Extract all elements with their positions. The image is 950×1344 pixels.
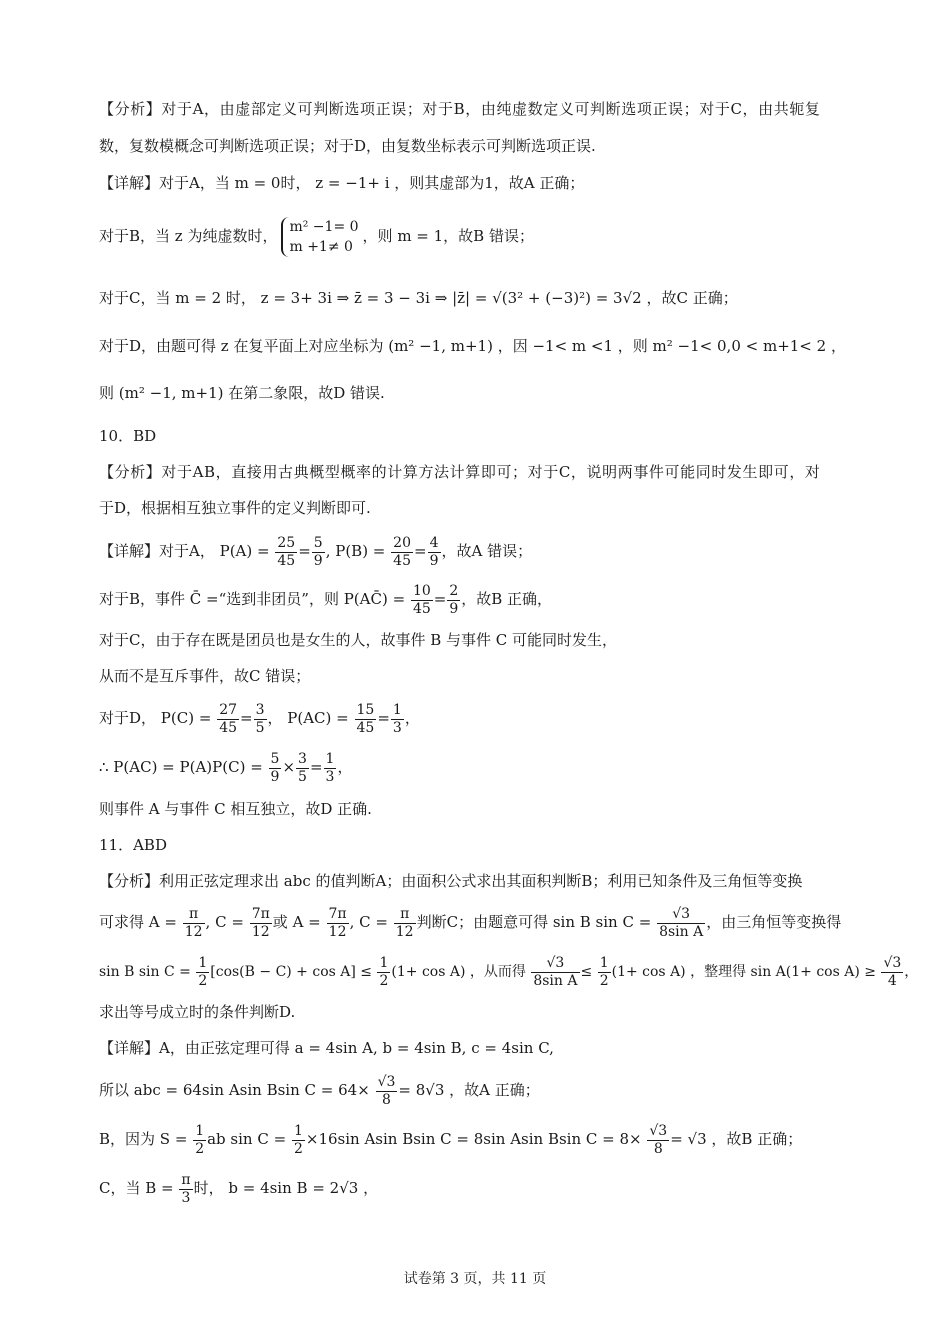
numerator: 1 [293, 1122, 303, 1139]
denominator: 45 [393, 552, 411, 569]
text: sin B sin C = [99, 964, 191, 980]
denominator: 2 [599, 972, 609, 989]
numerator: 1 [195, 1122, 205, 1139]
numerator: π [181, 1171, 191, 1188]
text: ≤ [580, 964, 593, 980]
fraction [881, 955, 903, 990]
text: ，故A 错误； [441, 542, 533, 560]
text: ， [404, 709, 420, 727]
analysis-q9: 【分析】对于A，由虚部定义可判断选项正误；对于B，由纯虚数定义可判断选项正误；对于C，由共轭复 [99, 100, 821, 118]
answer-q11: 11．ABD [99, 836, 167, 854]
fraction [376, 1074, 398, 1109]
text: [cos(B − C) + cos A] ≤ [210, 964, 373, 980]
fraction [193, 1123, 206, 1158]
numerator: 5 [313, 534, 323, 551]
detail-q11-a: 【详解】A，由正弦定理可得 a = 4sin A, b = 4sin B, c = 4sin C, [99, 1039, 554, 1057]
numerator: √3 [531, 955, 579, 973]
fraction [183, 906, 205, 941]
fraction [391, 535, 413, 570]
text: , C = [205, 913, 244, 931]
fraction [327, 906, 349, 941]
detail-q10-conclusion: 则事件 A 与事件 C 相互独立，故D 正确. [99, 800, 372, 818]
denominator: 5 [298, 768, 307, 785]
numerator: 3 [298, 750, 307, 767]
fraction [312, 535, 325, 570]
numerator: 1 [325, 750, 335, 767]
detail-q9-a: 【详解】对于A，当 m = 0时， z = −1+ i ，则其虚部为1，故A 正确； [99, 174, 585, 192]
fraction [250, 906, 272, 941]
detail-q9-b [99, 216, 854, 260]
detail-q11-b [99, 1117, 854, 1161]
text: 时， b = 4sin B = 2√3 ， [193, 1179, 379, 1197]
text: , P(B) = [325, 542, 386, 560]
numerator: 1 [392, 701, 402, 718]
text: 可求得 A = [99, 913, 177, 931]
denominator: 45 [356, 719, 375, 736]
denominator: 9 [429, 552, 439, 569]
numerator: 7π [328, 905, 347, 922]
numerator: 1 [198, 954, 208, 971]
denominator: 45 [277, 552, 296, 569]
denominator: 8 [382, 1091, 391, 1108]
fraction [296, 751, 309, 786]
denominator: 3 [392, 719, 402, 736]
text: C，当 B = [99, 1179, 174, 1197]
numerator: 27 [219, 701, 238, 718]
denominator: 2 [198, 972, 208, 989]
numerator: 3 [255, 701, 265, 718]
numerator: 1 [599, 954, 609, 971]
fraction [394, 906, 416, 941]
denominator: 5 [255, 719, 265, 736]
fraction [391, 702, 404, 737]
denominator: 9 [270, 768, 280, 785]
fraction [411, 583, 433, 618]
text: ， [337, 758, 353, 776]
denominator: 2 [293, 1140, 303, 1157]
denominator: 2 [195, 1140, 205, 1157]
fraction [324, 751, 337, 786]
fraction [269, 751, 282, 786]
denominator: 8 [653, 1140, 663, 1157]
fraction [377, 955, 390, 990]
text: ，故B 正确， [461, 590, 553, 608]
detail-q10-c: 对于C，由于存在既是团员也是女生的人，故事件 B 与事件 C 可能同时发生， [99, 631, 618, 649]
numerator: 7π [251, 905, 270, 922]
denominator: 8sin A [659, 923, 704, 940]
fraction [531, 955, 579, 990]
detail-q10-d: 对于D， P(C) = $\frac{27}{45}$ = $\frac{3}{5}$ ， P(AC) = $\frac{15}{45}$ = $\frac{1}{3}$ ， [99, 701, 420, 736]
detail-q9-d: 对于D，由题可得 z 在复平面上对应坐标为 (m² −1, m+1) ，因 −1< m <1 ，则 m² −1< 0,0 < m+1< 2 ， [99, 337, 846, 355]
analysis-q10-cont: 于D，根据相互独立事件的定义判断即可. [99, 499, 371, 517]
fraction [447, 583, 460, 618]
denominator: 12 [328, 923, 347, 940]
analysis-q10: 【分析】对于AB，直接用古典概型概率的计算方法计算即可；对于C，说明两事件可能同时发生即可，对 [99, 463, 821, 481]
answer-q10: 10．BD [99, 427, 157, 445]
text: ，则 m = 1，故B 错误； [362, 227, 534, 245]
numerator: √3 [649, 1122, 668, 1139]
numerator: 1 [379, 954, 389, 971]
denominator: 4 [887, 972, 897, 989]
numerator: √3 [883, 954, 902, 971]
text: 【详解】对于A， P(A) = [99, 542, 270, 560]
numerator: 4 [429, 534, 439, 551]
denominator: 8sin A [533, 972, 578, 989]
fraction [217, 702, 239, 737]
denominator: 12 [395, 923, 414, 940]
text: 对于B，事件 C̄ =“选到非团员”，则 P(AC̄) = [99, 590, 406, 608]
denominator: 9 [449, 600, 459, 617]
text: (1+ cos A) ，从而得 [391, 964, 526, 980]
text: ×16sin Asin Bsin C = 8sin Asin Bsin C = 8× [305, 1130, 642, 1148]
analysis-q11-end: 求出等号成立时的条件判断D. [99, 1003, 296, 1021]
text: B，因为 S = [99, 1130, 188, 1148]
denominator: 12 [251, 923, 270, 940]
numerator: √3 [657, 906, 705, 924]
text: 或 A = [272, 913, 321, 931]
text: ab sin C = [207, 1130, 287, 1148]
fraction [428, 535, 441, 570]
text: ， P(AC) = [267, 709, 349, 727]
fraction [254, 702, 267, 737]
numerator: π [183, 906, 205, 924]
detail-q11-c [99, 1166, 854, 1210]
text: 所以 abc = 64sin Asin Bsin C = 64× [99, 1081, 370, 1099]
equation-system [281, 217, 358, 257]
text: 对于B，当 z 为纯虚数时， [99, 227, 278, 245]
analysis-q11: 【分析】利用正弦定理求出 abc 的值判断A；由面积公式求出其面积判断B；利用已知条件及三角恒等变换 [99, 872, 803, 890]
detail-q10-c-cont: 从而不是互斥事件，故C 错误； [99, 667, 311, 685]
numerator: 2 [449, 582, 459, 599]
fraction [292, 1123, 305, 1158]
detail-q10-a: 【详解】对于A， P(A) = $\frac{25}{45}$ = $\frac{5}{9}$ , P(B) = $\frac{20}{45}$ = $\frac{4}{9}$ ，故A 错误； [99, 534, 533, 569]
denominator: 12 [184, 923, 203, 940]
numerator: 10 [412, 582, 431, 599]
fraction [598, 955, 611, 990]
denominator: 9 [313, 552, 323, 569]
numerator: π [394, 906, 416, 924]
numerator: 25 [277, 534, 296, 551]
denominator: 2 [379, 972, 389, 989]
numerator: 5 [270, 750, 280, 767]
text: ， [904, 964, 919, 980]
text: ，由三角恒等变换得 [706, 913, 842, 931]
text: 判断C；由题意可得 sin B sin C = [416, 913, 652, 931]
text: = 8√3 ，故A 正确； [398, 1081, 540, 1099]
text: (1+ cos A) ，整理得 sin A(1+ cos A) ≥ [611, 964, 876, 980]
analysis-q9-cont: 数，复数模概念可判断选项正误；对于D，由复数坐标表示可判断选项正误. [99, 137, 596, 155]
text: 对于D， P(C) = [99, 709, 212, 727]
analysis-q11-identity [99, 950, 919, 994]
fraction [657, 906, 705, 941]
denominator: 45 [219, 719, 238, 736]
fraction [275, 535, 297, 570]
detail-q10-b: 对于B，事件 C̄ =“选到非团员”，则 P(AC̄) = $\frac{10}{45}$ = $\frac{2}{9}$ ，故B 正确， [99, 582, 553, 617]
denominator: 3 [325, 768, 335, 785]
denominator: 3 [181, 1189, 191, 1206]
denominator: 45 [412, 600, 431, 617]
text: , C = [349, 913, 388, 931]
detail-q10-d-calc: ∴ P(AC) = P(A)P(C) = $\frac{5}{9}$ × $\frac{3}{5}$ = $\frac{1}{3}$ ， [99, 750, 353, 785]
analysis-q11-cont [99, 900, 854, 944]
fraction [647, 1123, 669, 1158]
equation: m +1≠ 0 [289, 239, 353, 255]
numerator: 15 [356, 701, 375, 718]
numerator: 20 [393, 534, 411, 551]
text: = √3 ，故B 正确； [670, 1130, 803, 1148]
detail-q11-a-calc [99, 1068, 854, 1112]
text: ∴ P(AC) = P(A)P(C) = [99, 758, 263, 776]
numerator: √3 [377, 1073, 396, 1090]
detail-q9-c: 对于C，当 m = 2 时， z = 3+ 3i ⇒ z̄ = 3 − 3i ⇒ |z̄| = √(3² + (−3)²) = 3√2 ，故C 正确； [99, 289, 738, 307]
fraction [355, 702, 377, 737]
equation: m² −1= 0 [289, 219, 359, 235]
fraction [196, 955, 209, 990]
fraction [179, 1172, 192, 1207]
page-footer: 试卷第 3 页，共 11 页 [403, 1271, 547, 1287]
detail-q9-d-cont: 则 (m² −1, m+1) 在第二象限，故D 错误. [99, 384, 385, 402]
